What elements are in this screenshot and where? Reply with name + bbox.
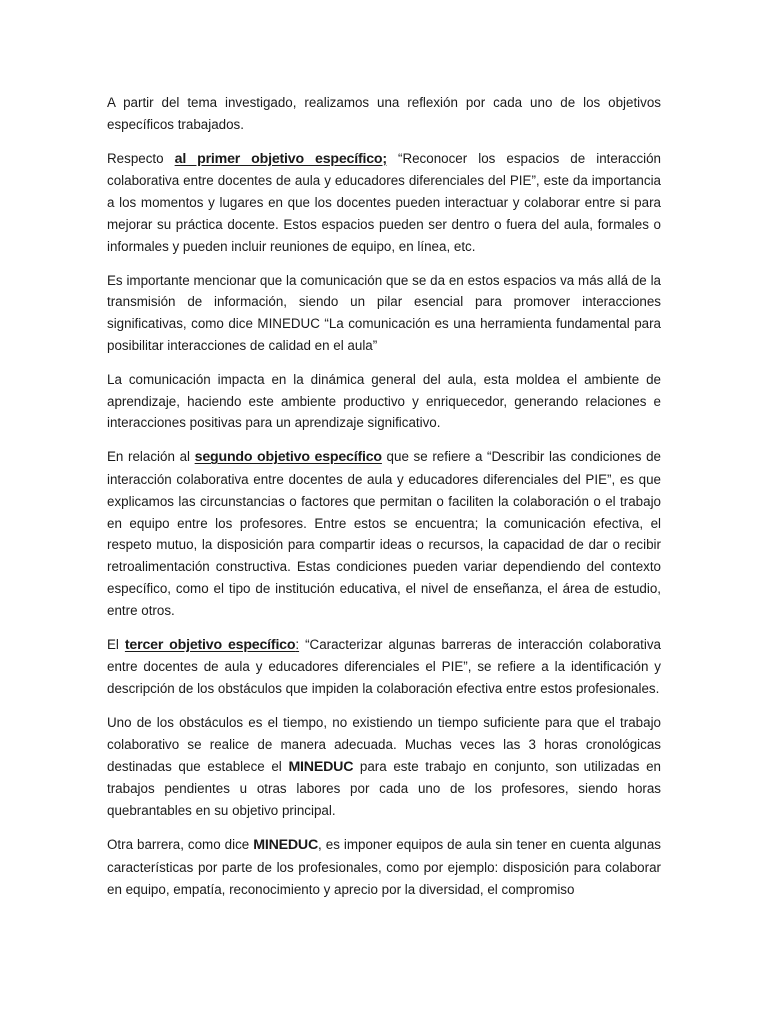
paragraph-text: Respecto: [107, 150, 175, 166]
paragraph: [107, 148, 661, 258]
paragraph-text: La comunicación impacta en la dinámica general del aula, esta moldea el ambiente de aprendizaje, haciendo este ambiente productivo y enriquecedor, generando relaciones e interacciones positivas para un aprendizaje significativo.: [107, 371, 661, 431]
emphasized-text: MINEDUC: [253, 836, 319, 853]
paragraph-text: , es imponer equipos de aula sin tener en cuenta algunas características por parte de los profesionales, como por ejemplo: disposición para colaborar en equipo, empatía, reconocimiento y aprecio por la diversidad, el compromiso: [107, 836, 661, 897]
paragraph-text: Es importante mencionar que la comunicación que se da en estos espacios va más allá de la transmisión de información, siendo un pilar esencial para promover interacciones significativas, como dice MINEDUC “La comunicación es una herramienta fundamental para posibilitar interacciones de calidad en el aula”: [107, 272, 661, 353]
emphasized-text: segundo objetivo específico: [194, 449, 382, 466]
paragraph-text: A partir del tema investigado, realizamos una reflexión por cada uno de los objetivos específicos trabajados.: [107, 95, 661, 132]
emphasized-text: al primer objetivo específico;: [174, 150, 387, 167]
paragraph-text: Uno de los obstáculos es el tiempo, no existiendo un tiempo suficiente para que el trabajo colaborativo se realice de manera adecuada. Muchas veces las 3 horas cronológicas destinadas que establece el: [107, 714, 661, 774]
paragraph: [107, 446, 661, 621]
paragraph-text: que se refiere a “Describir las condiciones de interacción colaborativa entre docentes de aula y educadores diferenciales del PIE”, es que explicamos las circunstancias o factores que permitan o faciliten la colaboración o el trabajo en equipo entre los profesores. Entre estos se encuentra; la comunicación efectiva, el respeto mutuo, la disposición para compartir ideas o recursos, la capacidad de dar o recibir retroalimentación constructiva. Estas condiciones pueden variar dependiendo del contexto específico, como el tipo de institución educativa, el nivel de enseñanza, el área de estudio, entre otros.: [107, 449, 662, 618]
paragraph: [107, 834, 661, 900]
paragraph: [107, 634, 661, 700]
document-page: [107, 92, 661, 912]
paragraph-text: En relación al: [107, 449, 195, 465]
paragraph-text: “Reconocer los espacios de interacción colaborativa entre docentes de aula y educadores diferenciales del PIE”, este da importancia a los momentos y lugares en que los docentes pueden interactuar y colaborar entre si para mejorar su práctica docente. Estos espacios pueden ser dentro o fuera del aula, formales o informales y pueden incluir reuniones de equipo, en línea, etc.: [107, 150, 662, 254]
paragraph-text: para este trabajo en conjunto, son utilizadas en trabajos pendientes u otras labores por cada uno de los profesores, siendo horas quebrantables en su objetivo principal.: [107, 758, 661, 819]
paragraph-text: “Caracterizar algunas barreras de interacción colaborativa entre docentes de aula y educadores diferenciales el PIE”, se refiere a la identificación y descripción de los obstáculos que impiden la colaboración efectiva entre estos profesionales.: [107, 636, 661, 697]
emphasized-text: tercer objetivo específico: [124, 636, 296, 653]
paragraph-text: Otra barrera, como dice: [107, 836, 254, 852]
paragraph-text: El: [107, 636, 125, 652]
paragraph-text: :: [295, 636, 300, 652]
paragraph: [107, 712, 661, 822]
paragraph: [107, 369, 661, 434]
paragraph: [107, 270, 661, 357]
emphasized-text: MINEDUC: [288, 758, 354, 775]
paragraph: [107, 92, 661, 136]
